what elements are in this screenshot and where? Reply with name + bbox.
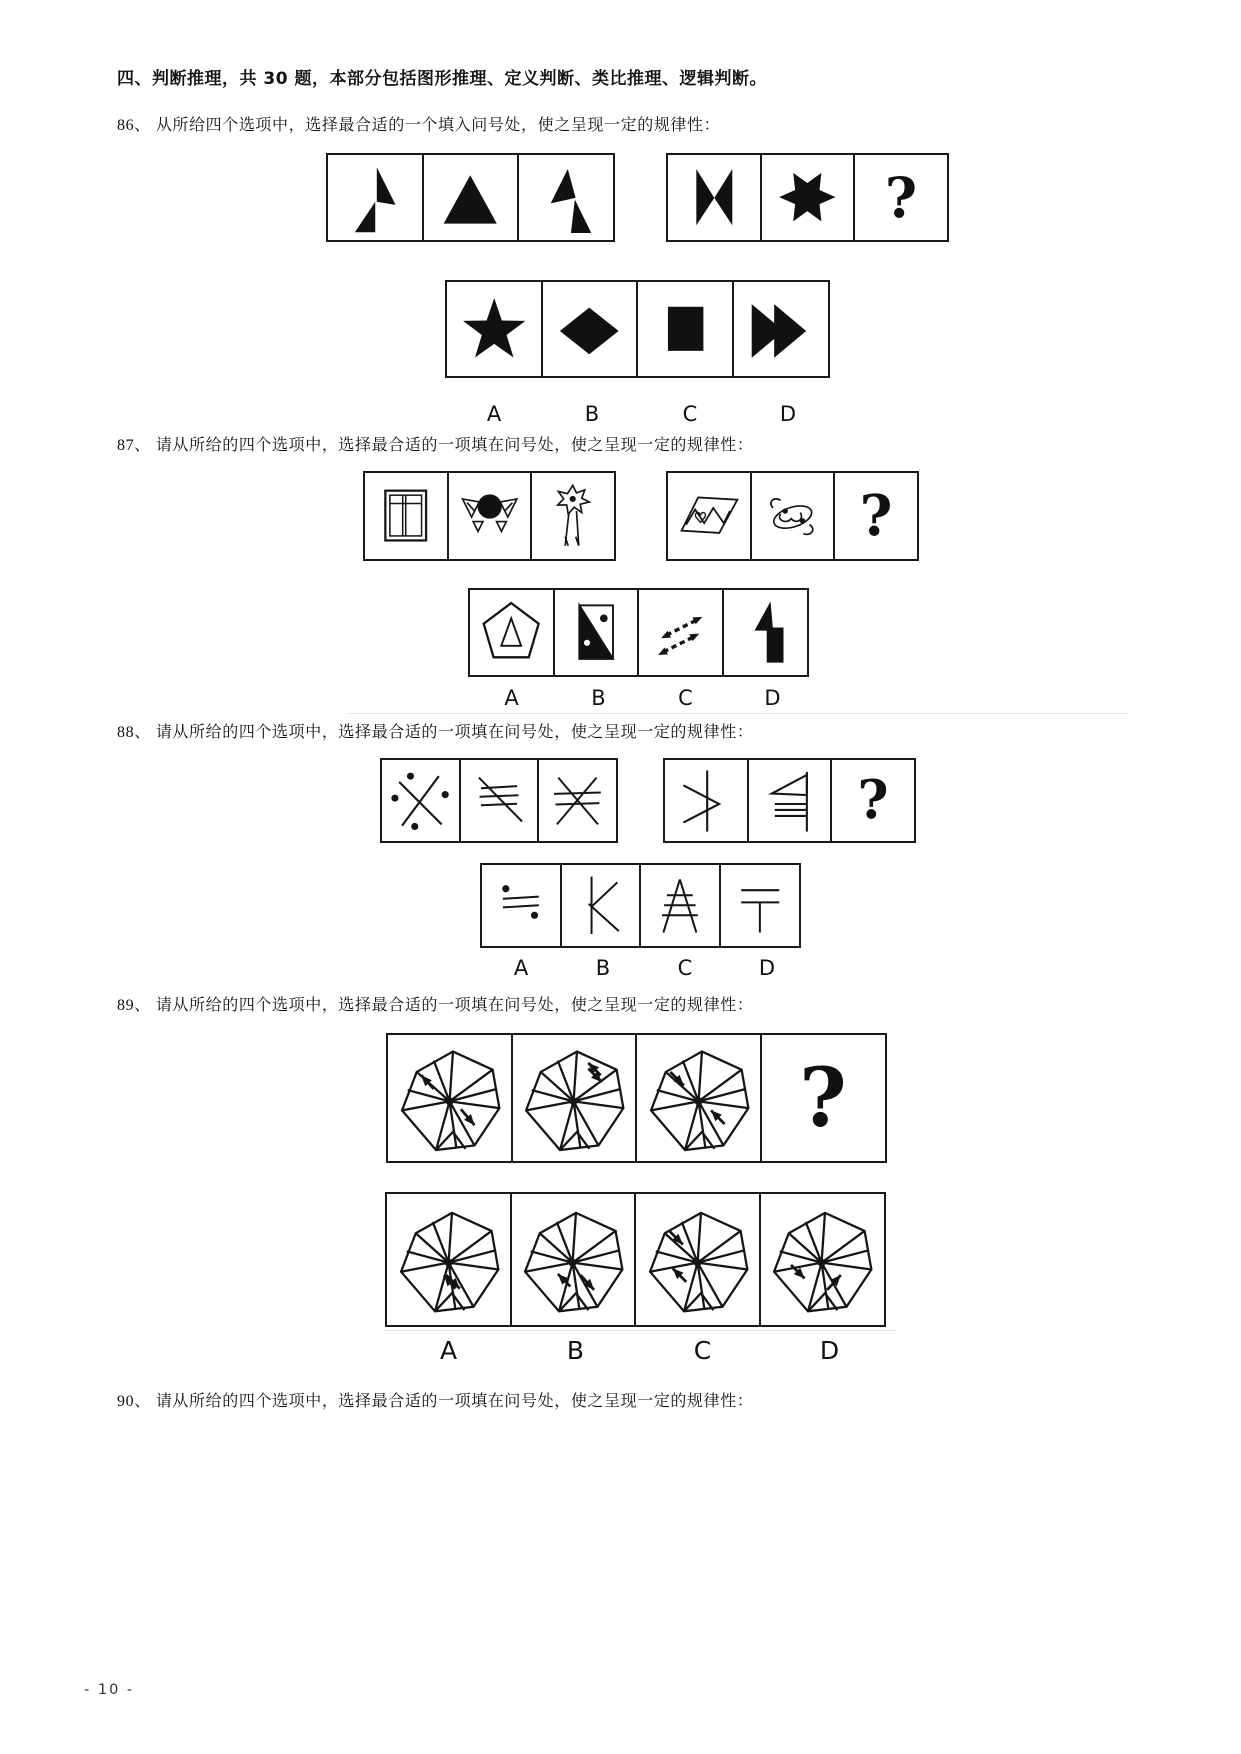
cross-dots-figure: [380, 758, 461, 843]
option-label-C: C: [677, 956, 693, 980]
winged-bug-figure: [447, 471, 533, 561]
question-86-prompt: [117, 112, 720, 135]
black-zigzag-figure: [722, 588, 809, 677]
pinwheel-figure: [386, 1033, 513, 1163]
k-fork-figure: [560, 863, 642, 948]
pinwheel-figure: [634, 1192, 761, 1327]
pentagon-triangle-figure: [468, 588, 555, 677]
option-label-B: B: [566, 1336, 585, 1365]
q88-option-labels: [480, 956, 808, 980]
question-mark: ?: [833, 471, 919, 561]
cross-lines-figure: [537, 758, 618, 843]
question-number: 89、: [117, 997, 151, 1014]
split-triangles-figure: [517, 153, 615, 242]
option-label-C: C: [682, 402, 698, 426]
question-89-prompt: [117, 992, 753, 1015]
q87-sequence-group-1: [363, 471, 616, 561]
square-figure: [636, 280, 734, 378]
five-point-star-figure: [445, 280, 543, 378]
fast-forward-figure: [732, 280, 830, 378]
image-edge-line: [349, 713, 1128, 714]
q86-options-row: [445, 280, 830, 378]
star-totem-figure: [530, 471, 616, 561]
option-label-B: B: [591, 686, 606, 710]
question-mark: ?: [760, 1033, 887, 1163]
patterned-rhombus-figure: [666, 471, 752, 561]
option-label-D: D: [764, 686, 781, 710]
a-crossbars-figure: [639, 863, 721, 948]
question-number: 86、: [117, 117, 151, 134]
option-label-B: B: [595, 956, 611, 980]
pinwheel-figure: [510, 1192, 637, 1327]
question-87-prompt: [117, 432, 753, 455]
window-grid-figure: [363, 471, 449, 561]
q88-sequence-group-1: [380, 758, 618, 843]
option-label-D: D: [779, 402, 797, 426]
crab-scribble-figure: [750, 471, 836, 561]
option-label-D: D: [758, 956, 776, 980]
question-text: 从所给四个选项中，选择最合适的一个填入问号处，使之呈现一定的规律性：: [155, 117, 721, 134]
option-label-C: C: [693, 1336, 712, 1365]
q86-sequence-group-1: [326, 153, 615, 242]
note-triangles-figure: [326, 153, 424, 242]
pinwheel-figure: [759, 1192, 886, 1327]
solid-triangle-figure: [422, 153, 520, 242]
question-text: 请从所给的四个选项中，选择最合适的一项填在问号处，使之呈现一定的规律性：: [155, 724, 754, 741]
six-point-star-figure: [760, 153, 856, 242]
q86-sequence-group-2: [666, 153, 949, 242]
lines-diagonal-figure: [459, 758, 540, 843]
option-label-D: D: [819, 1336, 840, 1365]
double-bar-tee-figure: [719, 863, 801, 948]
question-number: 88、: [117, 724, 151, 741]
q89-sequence-row: [386, 1033, 887, 1163]
question-number: 87、: [117, 437, 151, 454]
q87-option-labels: [468, 686, 816, 710]
option-label-A: A: [486, 402, 502, 426]
q86-option-labels: [445, 402, 837, 426]
question-text: 请从所给的四个选项中，选择最合适的一项填在问号处，使之呈现一定的规律性：: [155, 997, 754, 1014]
question-number: 90、: [117, 1393, 151, 1410]
section-title: 四、判断推理，共 30 题，本部分包括图形推理、定义判断、类比推理、逻辑判断。: [117, 69, 767, 89]
option-label-B: B: [584, 402, 600, 426]
bowtie-figure: [666, 153, 762, 242]
option-label-A: A: [513, 956, 529, 980]
diamond-figure: [541, 280, 639, 378]
question-mark: ?: [853, 153, 949, 242]
q87-options-row: [468, 588, 809, 677]
question-90-prompt: [117, 1388, 753, 1411]
pinwheel-figure: [385, 1192, 512, 1327]
diagonal-dots-figure: [553, 588, 640, 677]
q88-options-row: [480, 863, 801, 948]
q89-option-labels: [385, 1336, 893, 1365]
dashed-arrows-figure: [637, 588, 724, 677]
page-number: - 10 -: [84, 1682, 135, 1698]
question-88-prompt: [117, 719, 753, 742]
option-label-A: A: [504, 686, 519, 710]
q89-options-row: [385, 1192, 886, 1327]
option-label-C: C: [678, 686, 693, 710]
dots-parallel-lines-figure: [480, 863, 562, 948]
option-label-A: A: [439, 1336, 458, 1365]
flag-lines-figure: [747, 758, 833, 843]
image-edge-line: [383, 1330, 897, 1331]
question-mark: ?: [830, 758, 916, 843]
q87-sequence-group-2: [666, 471, 919, 561]
pinwheel-figure: [635, 1033, 762, 1163]
question-text: 请从所给的四个选项中，选择最合适的一项填在问号处，使之呈现一定的规律性：: [155, 1393, 754, 1410]
pinwheel-figure: [511, 1033, 638, 1163]
question-text: 请从所给的四个选项中，选择最合适的一项填在问号处，使之呈现一定的规律性：: [155, 437, 754, 454]
q88-sequence-group-2: [663, 758, 916, 843]
arrow-vertical-figure: [663, 758, 749, 843]
